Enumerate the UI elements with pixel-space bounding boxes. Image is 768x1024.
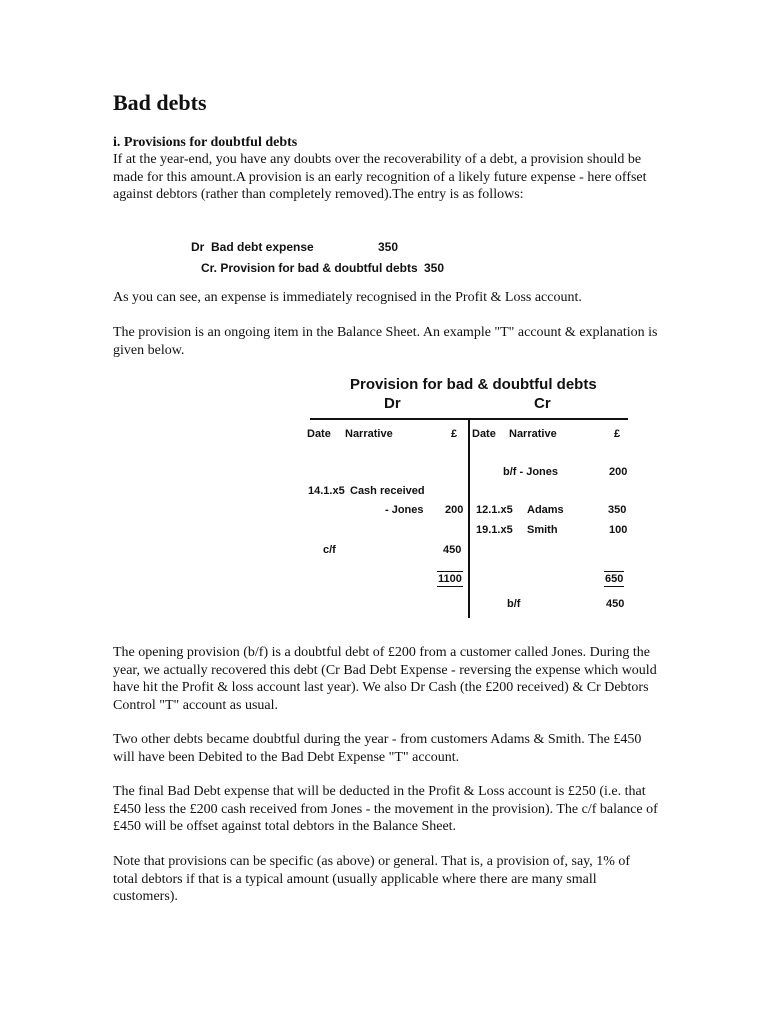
left-cf-label: c/f (323, 544, 336, 556)
left-row1-sub: - Jones (385, 504, 424, 516)
left-total: 1100 (438, 573, 462, 585)
t-account-dr: Dr (384, 395, 401, 412)
right-bf-amount: 200 (609, 466, 628, 478)
header-narrative-right: Narrative (509, 428, 557, 440)
right-row3-narrative: Smith (527, 524, 558, 536)
t-account (300, 372, 640, 622)
journal-cr-amount: 350 (424, 261, 445, 275)
right-bf-label: b/f - Jones (503, 466, 559, 478)
paragraph-final: The final Bad Debt expense that will be deducted in the Profit & Loss account is £250 (i.e. that £450 less the £200 cash received from Jones - the movement in the provision). The c/f balance of £450 will be offset against total debtors in the Balance Sheet. (113, 784, 658, 834)
header-date-right: Date (472, 428, 496, 440)
t-account-title: Provision for bad & doubtful debts (350, 376, 597, 393)
paragraph-intro: If at the year-end, you have any doubts over the recoverability of a debt, a provision should be made for this amount.A provision is an early recognition of a likely future expense - here offset against debtors (rather than completely removed).The entry is as follows: (113, 152, 647, 202)
journal-dr-label: Dr Bad debt expense (191, 240, 314, 254)
t-account-cr: Cr (534, 395, 551, 412)
right-row3-amount: 100 (609, 524, 628, 536)
header-narrative-left: Narrative (345, 428, 393, 440)
left-row1-date: 14.1.x5 (308, 485, 345, 497)
paragraph-note: Note that provisions can be specific (as above) or general. That is, a provision of, say, 1% of total debtors if that is a typical amount (usually applicable where there are many small customers). (113, 854, 631, 904)
right-row2-amount: 350 (608, 504, 627, 516)
right-row3-date: 19.1.x5 (476, 524, 513, 536)
journal-cr-label: Cr. Provision for bad & doubtful debts (201, 261, 418, 275)
right-row2-narrative: Adams (527, 504, 564, 516)
left-row1-narrative: Cash received (350, 485, 425, 497)
left-cf-amount: 450 (443, 544, 462, 556)
paragraph-ongoing: The provision is an ongoing item in the Balance Sheet. An example "T" account & explanation is given below. (113, 325, 658, 358)
section-heading: i. Provisions for doubtful debts (113, 135, 298, 150)
header-pound-left: £ (451, 428, 458, 440)
paragraph-two-other: Two other debts became doubtful during the year - from customers Adams & Smith. The £450 will have been Debited to the Bad Debt Expense "T" account. (113, 732, 642, 765)
journal-dr-amount: 350 (378, 240, 399, 254)
right-row2-date: 12.1.x5 (476, 504, 513, 516)
header-date-left: Date (307, 428, 331, 440)
header-pound-right: £ (614, 428, 621, 440)
right-bf2-amount: 450 (606, 598, 625, 610)
t-account-vertical-line (468, 420, 470, 618)
paragraph-opening: The opening provision (b/f) is a doubtful debt of £200 from a customer called Jones. During the year, we actually recovered this debt (Cr Bad Debt Expense - reversing the expense which would have hit the Profit & loss account last year). We also Dr Cash (the £200 received) & Cr Debtors Control "T" account as usual. (113, 645, 657, 713)
page-title: Bad debts (113, 90, 207, 115)
right-total: 650 (605, 573, 624, 585)
paragraph-expense: As you can see, an expense is immediately recognised in the Profit & Loss account. (113, 290, 582, 305)
right-bf2-label: b/f (507, 598, 521, 610)
left-row1-amount: 200 (445, 504, 464, 516)
